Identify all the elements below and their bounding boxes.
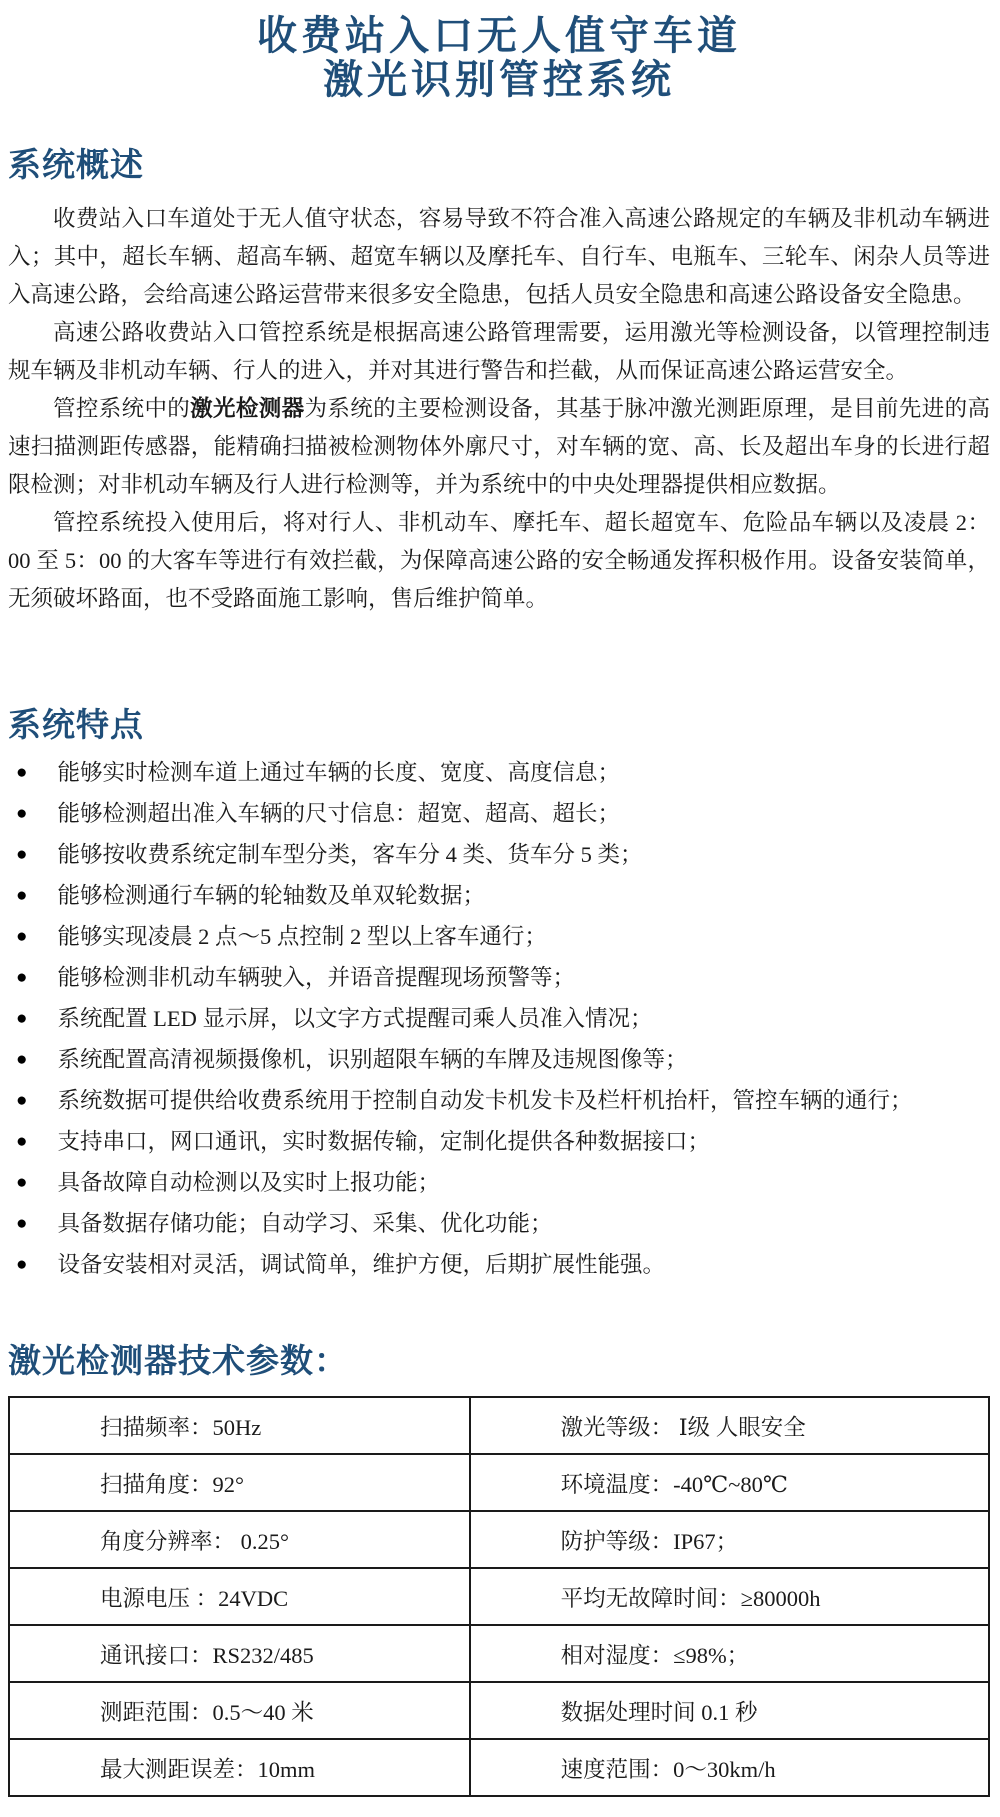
bullet-icon: ● <box>16 844 28 865</box>
specs-table <box>8 1396 990 1797</box>
bullet-icon: ● <box>16 885 28 906</box>
spec-cell-comm-interface: 通讯接口：RS232/485 <box>9 1625 470 1682</box>
feature-item-text: 能够检测非机动车辆驶入，并语音提醒现场预警等； <box>57 965 575 990</box>
feature-item-text: 具备数据存储功能；自动学习、采集、优化功能； <box>57 1211 553 1236</box>
bullet-icon: ● <box>16 1008 28 1029</box>
spec-cell-speed-range: 速度范围：0～30km/h <box>470 1739 989 1796</box>
spec-cell-ambient-temp: 环境温度：-40℃~80℃ <box>470 1454 989 1511</box>
section-heading-specs: 激光检测器技术参数： <box>8 1342 348 1379</box>
feature-item-text: 设备安装相对灵活，调试简单，维护方便，后期扩展性能强。 <box>57 1252 665 1277</box>
bullet-icon: ● <box>16 967 28 988</box>
spec-row <box>9 1454 989 1511</box>
feature-item-text: 能够实现凌晨 2 点～5 点控制 2 型以上客车通行； <box>57 924 547 949</box>
spec-row <box>9 1397 989 1454</box>
feature-item <box>16 1004 990 1034</box>
spec-cell-relative-humidity: 相对湿度：≤98%； <box>470 1625 989 1682</box>
spec-row <box>9 1568 989 1625</box>
bullet-icon: ● <box>16 762 28 783</box>
feature-item-text: 能够检测超出准入车辆的尺寸信息：超宽、超高、超长； <box>57 801 620 826</box>
feature-item-text: 系统数据可提供给收费系统用于控制自动发卡机发卡及栏杆机抬杆，管控车辆的通行； <box>57 1088 913 1113</box>
feature-item <box>16 1250 990 1280</box>
overview-paragraph-3-suffix: 为系统的主要检测设备，其基于脉冲激光测距原理，是目前先进的高速扫描测距传感器，能精确扫描被检测物体外廓尺寸，对车辆的宽、高、长及超出车身的长进行超限检测；对非机动车辆及行人进行检测等，并为系统中的中央处理器提供相应数据。 <box>8 396 990 497</box>
overview-paragraph-3-bold-term: 激光检测器 <box>190 396 305 421</box>
feature-item <box>16 1086 990 1116</box>
spec-cell-laser-class: 激光等级： Ⅰ级 人眼安全 <box>470 1397 989 1454</box>
feature-item <box>16 1127 990 1157</box>
spec-cell-max-range-error: 最大测距误差：10mm <box>9 1739 470 1796</box>
feature-item-text: 系统配置高清视频摄像机，识别超限车辆的车牌及违规图像等； <box>57 1047 688 1072</box>
doc-title <box>8 14 990 102</box>
bullet-icon: ● <box>16 1090 28 1111</box>
feature-item-text: 能够按收费系统定制车型分类，客车分 4 类、货车分 5 类； <box>57 842 643 867</box>
spec-cell-processing-time: 数据处理时间 0.1 秒 <box>470 1682 989 1739</box>
overview-paragraph-1: 收费站入口车道处于无人值守状态，容易导致不符合准入高速公路规定的车辆及非机动车辆进入；其中，超长车辆、超高车辆、超宽车辆以及摩托车、自行车、电瓶车、三轮车、闲杂人员等进入高速公路，会给高速公路运营带来很多安全隐患，包括人员安全隐患和高速公路设备安全隐患。 <box>8 206 990 307</box>
spec-cell-power-voltage: 电源电压 ：24VDC <box>9 1568 470 1625</box>
feature-item <box>16 1168 990 1198</box>
spec-cell-scan-frequency: 扫描频率：50Hz <box>9 1397 470 1454</box>
bullet-icon: ● <box>16 926 28 947</box>
overview-paragraph-4: 管控系统投入使用后，将对行人、非机动车、摩托车、超长超宽车、危险品车辆以及凌晨 2：00 至 5：00 的大客车等进行有效拦截，为保障高速公路的安全畅通发挥积极作用。设备安装简单，无须破坏路面，也不受路面施工影响，售后维护简单。 <box>8 510 990 611</box>
feature-item-text: 能够实时检测车道上通过车辆的长度、宽度、高度信息； <box>57 760 620 785</box>
feature-item <box>16 758 990 788</box>
feature-item <box>16 799 990 829</box>
spec-row <box>9 1739 989 1796</box>
overview-body <box>8 200 990 618</box>
overview-paragraph-3 <box>8 390 990 504</box>
overview-paragraph-3-prefix: 管控系统中的 <box>53 396 191 421</box>
spec-row <box>9 1511 989 1568</box>
doc-title-line1: 收费站入口无人值守车道 <box>257 14 741 58</box>
bullet-icon: ● <box>16 1049 28 1070</box>
section-heading-overview: 系统概述 <box>8 146 144 183</box>
feature-item <box>16 840 990 870</box>
feature-item-text: 系统配置 LED 显示屏，以文字方式提醒司乘人员准入情况； <box>57 1006 653 1031</box>
feature-item <box>16 922 990 952</box>
bullet-icon: ● <box>16 1254 28 1275</box>
feature-item-text: 具备故障自动检测以及实时上报功能； <box>57 1170 440 1195</box>
feature-item <box>16 963 990 993</box>
bullet-icon: ● <box>16 1131 28 1152</box>
feature-item <box>16 881 990 911</box>
bullet-icon: ● <box>16 1172 28 1193</box>
feature-item-text: 能够检测通行车辆的轮轴数及单双轮数据； <box>57 883 485 908</box>
feature-item <box>16 1209 990 1239</box>
bullet-icon: ● <box>16 1213 28 1234</box>
spec-cell-mtbf: 平均无故障时间：≥80000h <box>470 1568 989 1625</box>
feature-list <box>8 758 990 1280</box>
bullet-icon: ● <box>16 803 28 824</box>
spec-cell-angular-resolution: 角度分辨率： 0.25° <box>9 1511 470 1568</box>
spec-row <box>9 1682 989 1739</box>
feature-item-text: 支持串口，网口通讯，实时数据传输，定制化提供各种数据接口； <box>57 1129 710 1154</box>
spec-row <box>9 1625 989 1682</box>
doc-title-line2: 激光识别管控系统 <box>323 58 675 102</box>
spec-cell-scan-angle: 扫描角度：92° <box>9 1454 470 1511</box>
section-heading-features: 系统特点 <box>8 706 144 743</box>
spec-cell-protection-rating: 防护等级：IP67； <box>470 1511 989 1568</box>
feature-item <box>16 1045 990 1075</box>
spec-cell-range: 测距范围：0.5～40 米 <box>9 1682 470 1739</box>
overview-paragraph-2: 高速公路收费站入口管控系统是根据高速公路管理需要，运用激光等检测设备，以管理控制违规车辆及非机动车辆、行人的进入，并对其进行警告和拦截，从而保证高速公路运营安全。 <box>8 320 990 383</box>
